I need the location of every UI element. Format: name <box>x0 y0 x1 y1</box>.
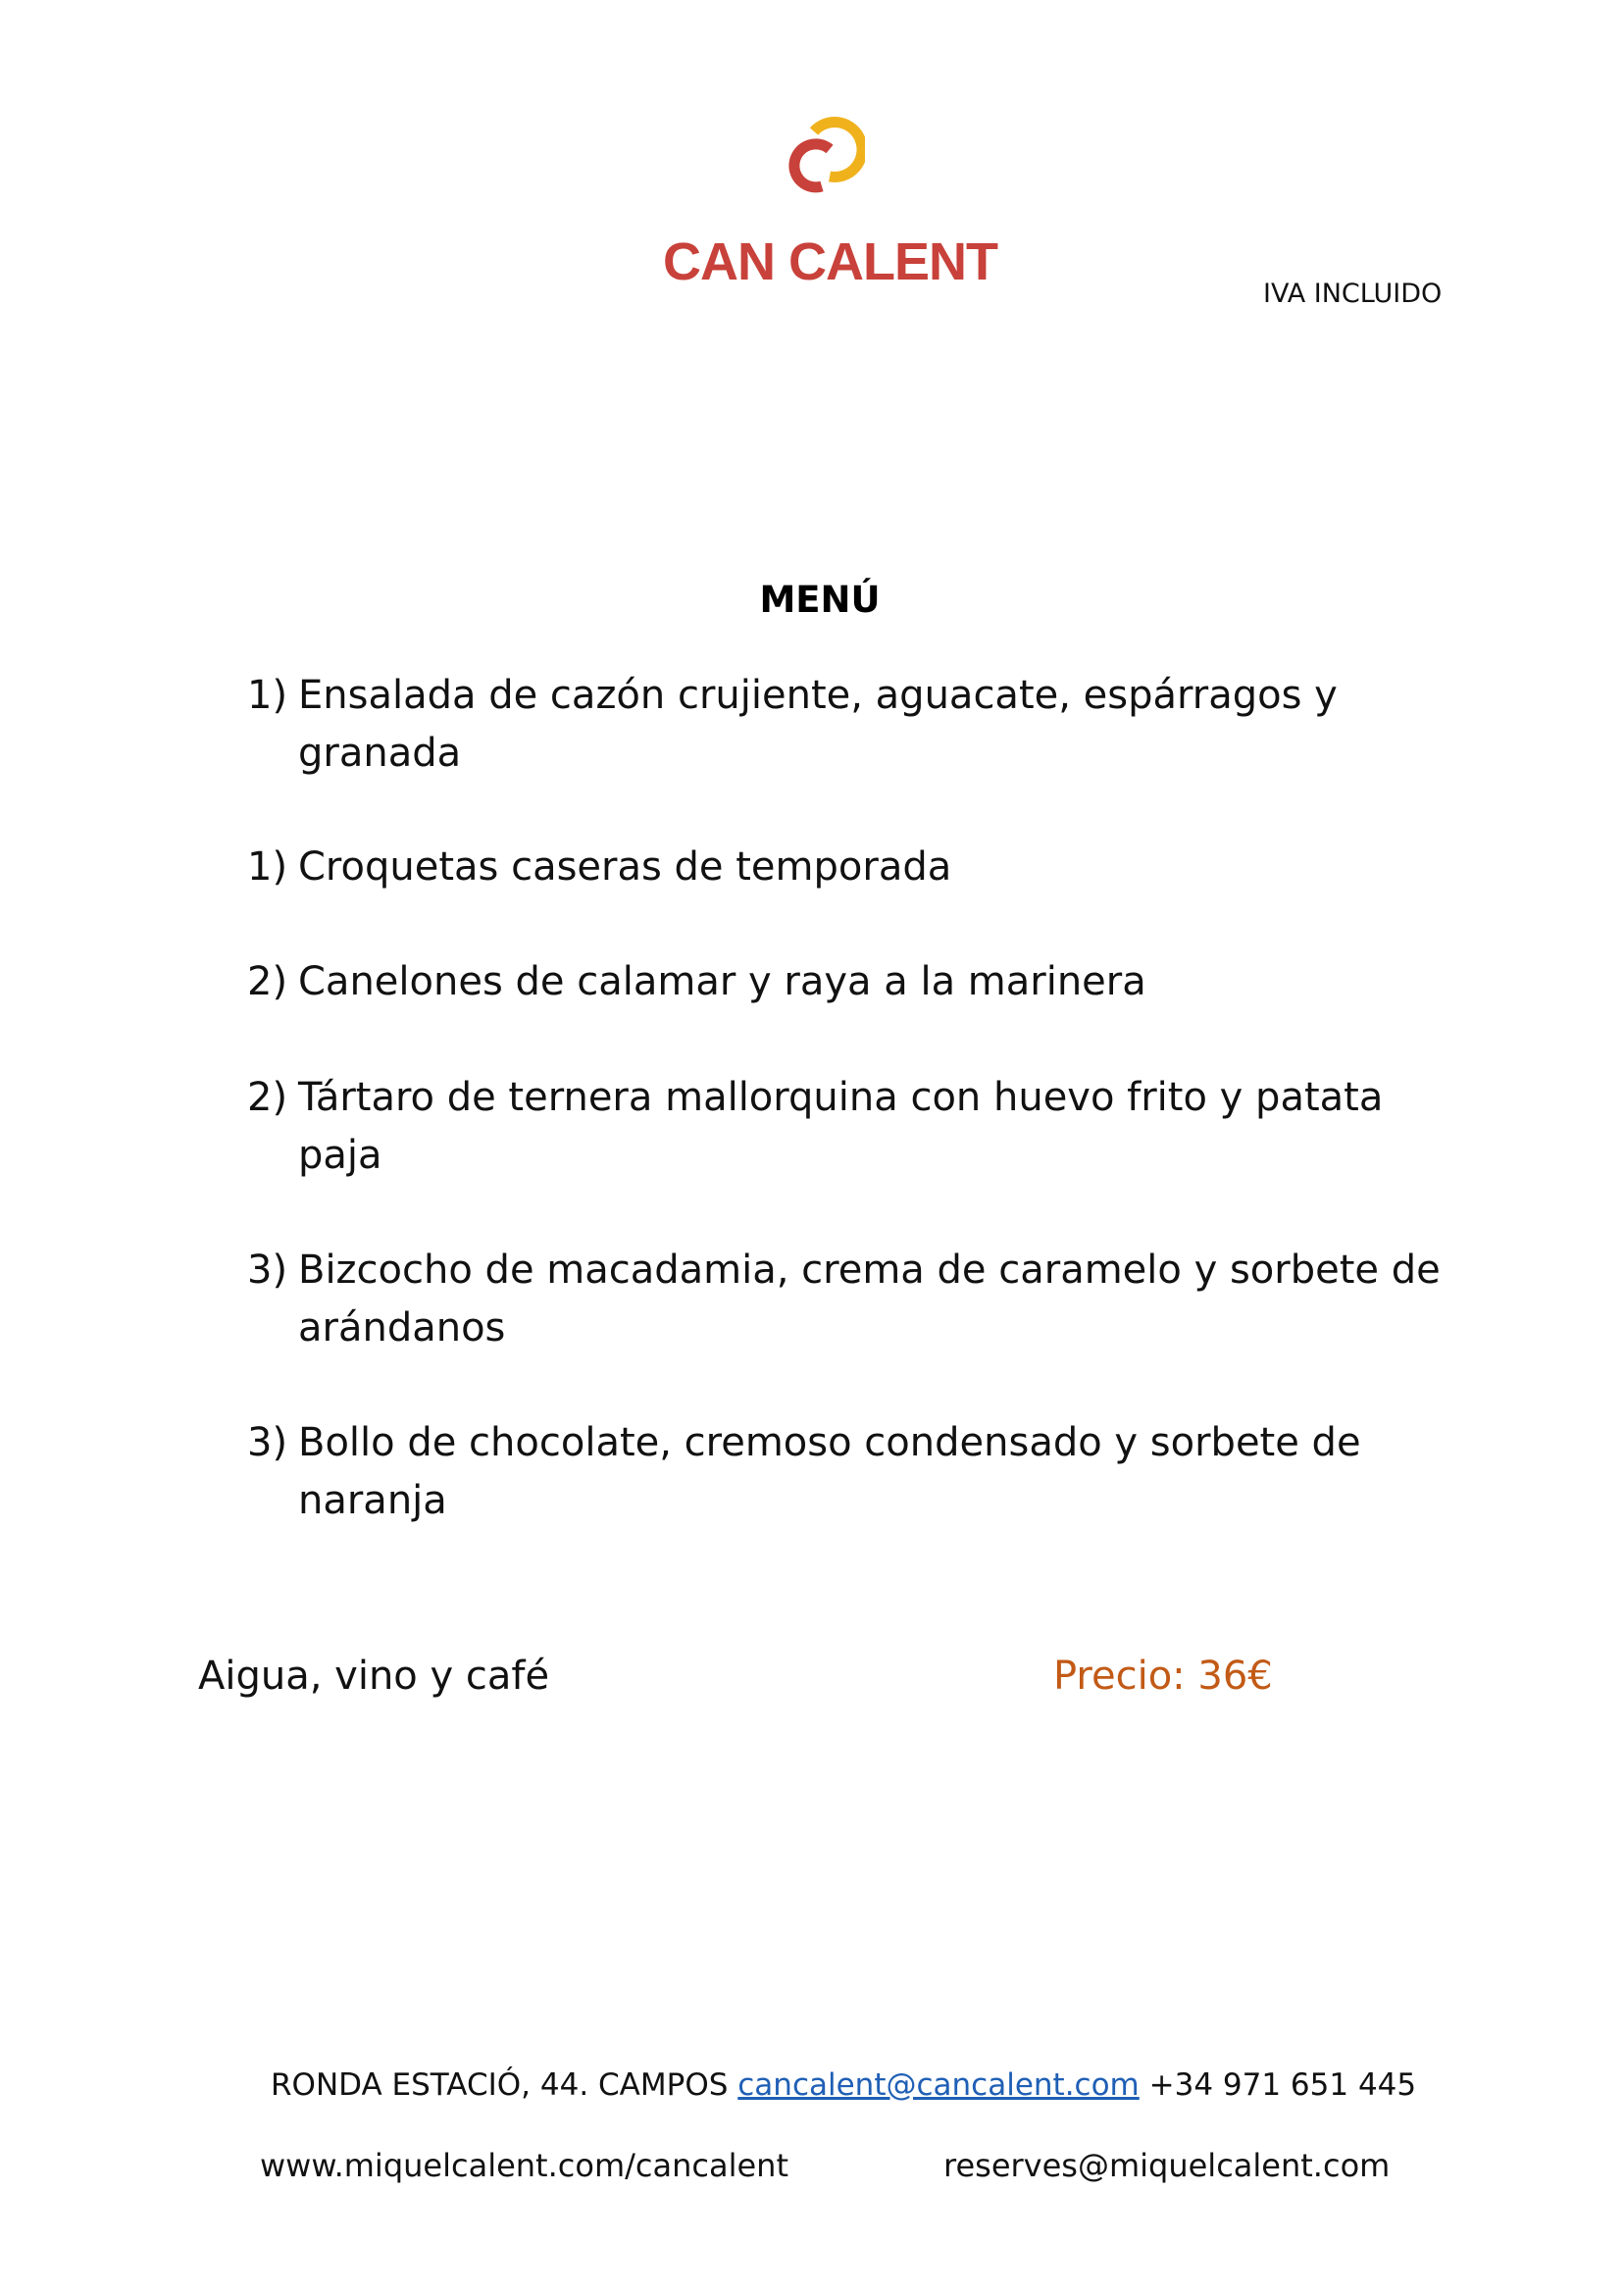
email-link[interactable]: cancalent@cancalent.com <box>737 2067 1140 2103</box>
menu-title: MENÚ <box>759 579 881 621</box>
course-text: Bollo de chocolate, cremoso condensado y sorbete de naranja <box>298 1420 1361 1523</box>
tax-note: IVA INCLUIDO <box>1263 279 1443 309</box>
menu-price: Precio: 36€ <box>1053 1654 1273 1699</box>
course-text: Canelones de calamar y raya a la marinera <box>298 959 1146 1004</box>
course-item <box>247 1242 1453 1357</box>
reservations-email: reserves@miquelcalent.com <box>943 2147 1391 2184</box>
interlocked-c-logo-icon <box>771 110 865 200</box>
course-text: Ensalada de cazón crujiente, aguacate, espárragos y granada <box>298 673 1338 776</box>
course-item <box>247 953 1453 1011</box>
course-text: Tártaro de ternera mallorquina con huevo frito y patata paja <box>298 1075 1384 1178</box>
course-item <box>247 1069 1453 1185</box>
course-number: 3) <box>247 1420 288 1465</box>
website: www.miquelcalent.com/cancalent <box>260 2147 788 2184</box>
course-number: 1) <box>247 673 288 718</box>
phone-number: +34 971 651 445 <box>1148 2067 1417 2103</box>
logo <box>663 110 997 296</box>
course-number: 2) <box>247 959 288 1004</box>
course-text: Bizcocho de macadamia, crema de caramelo y sorbete de arándanos <box>298 1248 1441 1351</box>
brand-name: CAN CALENT <box>663 232 997 291</box>
contact-line <box>271 2067 1416 2103</box>
course-item <box>247 667 1453 783</box>
course-item <box>247 1414 1453 1530</box>
course-text: Croquetas caseras de temporada <box>298 844 952 890</box>
course-number: 3) <box>247 1248 288 1293</box>
drinks-included: Aigua, vino y café <box>198 1654 550 1699</box>
course-number: 2) <box>247 1075 288 1120</box>
course-item <box>247 839 1453 896</box>
address: RONDA ESTACIÓ, 44. CAMPOS <box>271 2067 729 2103</box>
course-number: 1) <box>247 844 288 890</box>
